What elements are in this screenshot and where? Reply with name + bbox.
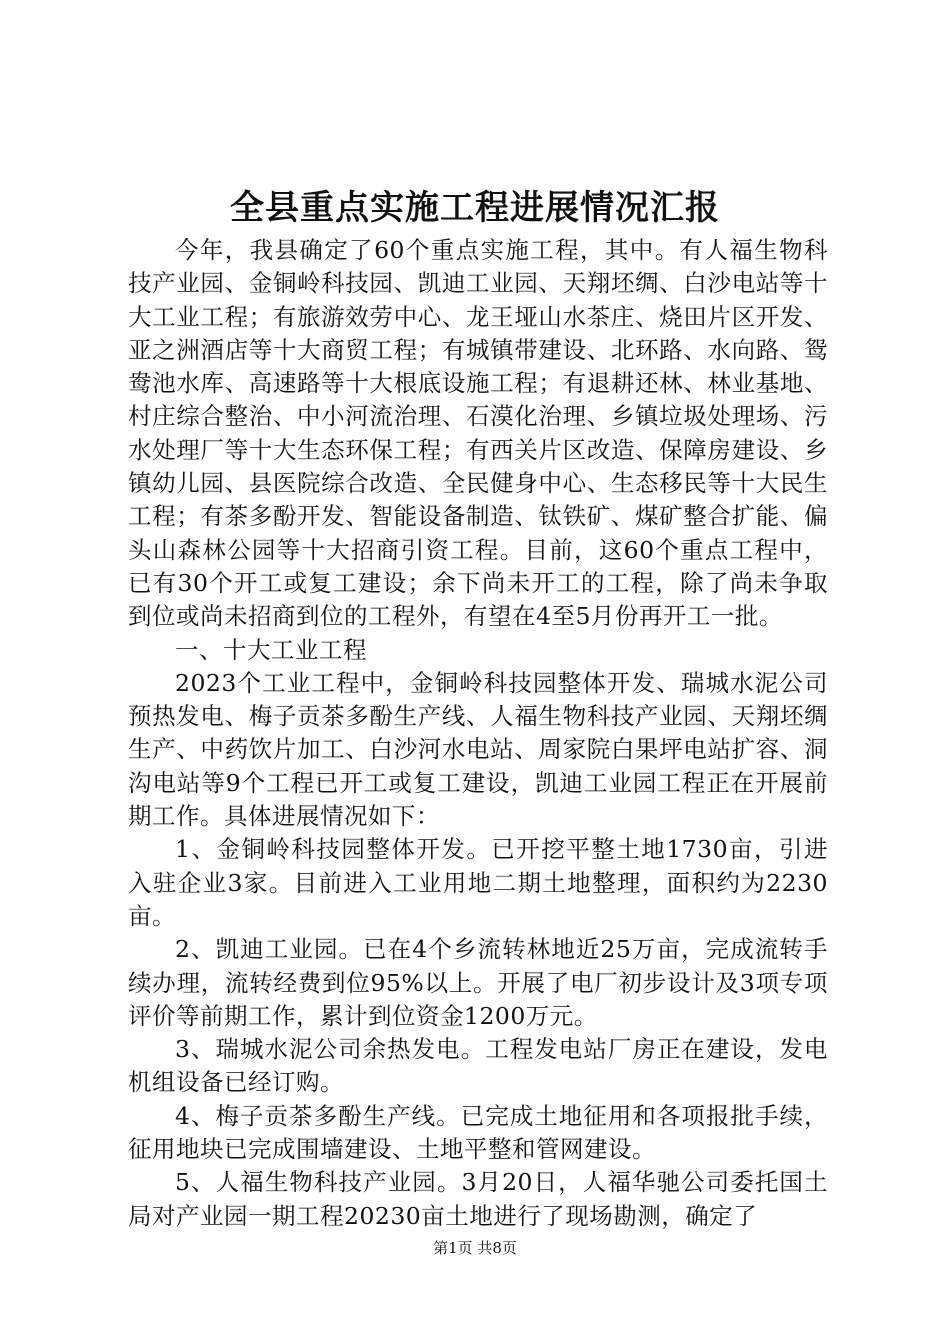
paragraph-item-5: 5、人福生物科技产业园。3月20日，人福华驰公司委托国土局对产业园一期工程20230亩土地进行了现场勘测，确定了 <box>128 1168 828 1230</box>
paragraph-item-4: 4、梅子贡茶多酚生产线。已完成土地征用和各项报批手续，征用地块已完成围墙建设、土地平整和管网建设。 <box>128 1101 828 1164</box>
paragraph-intro: 今年，我县确定了60个重点实施工程，其中。有人福生物科技产业园、金铜岭科技园、凯迪工业园、天翔坯绸、白沙电站等十大工业工程；有旅游效劳中心、龙王垭山水茶庄、烧田片区开发、亚之洲酒店等十大商贸工程；有城镇带建设、北环路、水向路、鸳鸯池水库、高速路等十大根底设施工程；有退耕还林、林业基地、村庄综合整治、中小河流治理、石漠化治理、乡镇垃圾处理场、污水处理厂等十大生态环保工程；有西关片区改造、保障房建设、乡镇幼儿园、县医院综合改造、全民健身中心、生态移民等十大民生工程；有茶多酚开发、智能设备制造、钛铁矿、煤矿整合扩能、偏头山森林公园等十大招商引资工程。目前，这60个重点工程中，已有30个开工或复工建设；余下尚未开工的工程，除了尚未争取到位或尚未招商到位的工程外，有望在4至5月份再开工一批。 <box>128 236 828 631</box>
section-heading: 一、十大工业工程 <box>175 635 367 664</box>
page-number-footer: 第1页 共8页 <box>433 1239 517 1257</box>
document-body <box>128 234 828 1233</box>
paragraph-item-3: 3、瑞城水泥公司余热发电。工程发电站厂房正在建设，发电机组设备已经订购。 <box>128 1035 828 1097</box>
document-title: 全县重点实施工程进展情况汇报 <box>230 188 720 228</box>
paragraph-section-overview: 2023个工业工程中，金铜岭科技园整体开发、瑞城水泥公司预热发电、梅子贡茶多酚生产线、人福生物科技产业园、天翔坯绸生产、中药饮片加工、白沙河水电站、周家院白果坪电站扩容、洞沟电站等9个工程已开工或复工建设，凯迪工业园工程正在开展前期工作。具体进展情况如下： <box>128 668 828 831</box>
paragraph-item-2: 2、凯迪工业园。已在4个乡流转林地近25万亩，完成流转手续办理，流转经费到位95%以上。开展了电厂初步设计及3项专项评价等前期工作，累计到位资金1200万元。 <box>128 935 828 1030</box>
paragraph-item-1: 1、金铜岭科技园整体开发。已开挖平整土地1730亩，引进入驻企业3家。目前进入工业用地二期土地整理，面积约为2230亩。 <box>128 835 828 930</box>
